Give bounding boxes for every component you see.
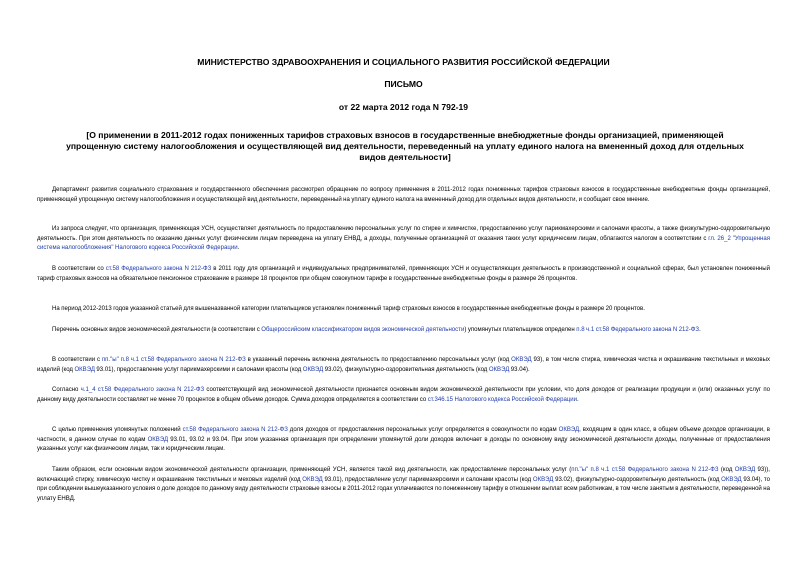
paragraph-request: [37, 225, 770, 254]
link-item-8-article-58[interactable]: п.8 ч.1 ст.58 Федерального закона N 212-ФЗ: [576, 327, 700, 333]
link-okved[interactable]: ОКВЭД: [302, 476, 323, 483]
paragraph-main-activity-rule: [37, 386, 770, 405]
ministry-heading: МИНИСТЕРСТВО ЗДРАВООХРАНЕНИЯ И СОЦИАЛЬНОГО РАЗВИТИЯ РОССИЙСКОЙ ФЕДЕРАЦИИ: [197, 57, 610, 67]
paragraph-text: 93)), включающий стирку, химическую чистку и окрашивание текстильных и меховых изделий (код: [37, 467, 770, 483]
paragraph-activity-list: [37, 326, 770, 336]
link-article-346-15-tax-code[interactable]: ст.346.15 Налогового кодекса Российской Федерации: [427, 396, 578, 403]
link-okved[interactable]: ОКВЭД: [721, 476, 742, 483]
link-okved[interactable]: ОКВЭД: [488, 366, 510, 373]
link-subitem-y-article-58[interactable]: пп."ы" п.8 ч.1 ст.58 Федерального закона N 212-ФЗ: [571, 467, 719, 473]
paragraph-text: В соответствии с: [52, 357, 102, 363]
link-subitem-y-article-58[interactable]: пп."ы" п.8 ч.1 ст.58 Федерального закона N 212-ФЗ: [101, 357, 246, 363]
paragraph-text: В соответствии со: [52, 266, 106, 272]
paragraph-income-share: [37, 426, 770, 455]
paragraph-text: Согласно: [52, 387, 81, 393]
link-okved[interactable]: ОКВЭД: [511, 357, 532, 363]
paragraph-conclusion: [37, 466, 770, 504]
paragraph-text: 93.04), то при соблюдении вышеуказанного условия о доле доходов по данному виду деятельности страховые взносы в 2011-2012 годах уплачиваются по пониженному тарифу в отношении выплат всем работникам, в том числе занятым в деятельности, переведенной на уплату ЕНВД.: [37, 476, 770, 502]
paragraph-text: 93.02), физкультурно-оздоровительная деятельность (код: [323, 366, 489, 373]
link-okved-classifier[interactable]: Общероссийским классификатором видов экономической деятельности: [261, 327, 465, 333]
link-okved[interactable]: ОКВЭД: [532, 476, 554, 483]
paragraph-text: 93.04).: [509, 366, 530, 373]
paragraph-text: .: [237, 245, 240, 252]
paragraph-text: 93), в том числе стирка, химическая чистка и окрашивание текстильных и меховых изделий (код: [37, 357, 770, 373]
link-okved[interactable]: ОКВЭД: [558, 427, 580, 433]
link-part-1-4-article-58[interactable]: ч.1_4 ст.58 Федерального закона N 212-ФЗ: [80, 387, 205, 393]
link-okved[interactable]: ОКВЭД: [734, 467, 756, 473]
document-subject: [О применении в 2011-2012 годах пониженных тарифов страховых взносов в государственные внебюджетные фонды организацией, применяющей упрощенную систему налогообложения и осуществляющей вид деятельности, переведенный на уплату единого налога на вмененный доход для отдельных видов деятельности]: [66, 130, 744, 163]
paragraph-text: в 2011 году для организаций и индивидуальных предпринимателей, применяющих УСН и осуществляющих деятельность в производственной и социальной сферах, был установлен пониженный тариф страховых взносов на обязательное пенсионное страхование в размере 18 процентов при общем совокупном тарифе в государственные внебюджетные фонды в размере 26 процентов.: [37, 266, 770, 282]
paragraph-text: Перечень основных видов экономической деятельности (в соответствии с: [52, 327, 262, 333]
paragraph-text: 93.01, 93.02 и 93.04. При этом указанная организация при определении упомянутой доли доходов включает в доходы по основному виду экономической деятельности доходы, полученные от предоставления указанных услуг как физическим лицам, так и юридическим лицам.: [37, 436, 770, 453]
link-okved[interactable]: ОКВЭД: [147, 436, 169, 443]
paragraph-text: ) упомянутых плательщиков определен: [464, 327, 577, 333]
paragraph-text: соответствующий вид экономической деятельности признается основным видом экономической деятельности при условии, что доля доходов от реализации продукции и (или) оказанных услуг по данному виду деятельности составляет не менее 70 процентов в общем объеме доходов. Сумма доходов определяется в соответствии со: [37, 387, 770, 403]
link-tax-code-chapter-26-2[interactable]: гл. 26_2 "Упрощенная система налогообложения" Налогового кодекса Российской Федерации: [37, 235, 771, 252]
link-okved[interactable]: ОКВЭД: [74, 366, 95, 373]
document-date: от 22 марта 2012 года N 792-19: [338, 102, 469, 112]
paragraph-text: доля доходов от предоставления персональных услуг определяется в совокупности по кодам: [287, 427, 559, 433]
paragraph-text: 93.01), предоставление услуг парикмахерскими и салонами красоты (код: [94, 366, 303, 373]
paragraph-tariff-2011: [37, 265, 770, 284]
paragraph-text: На период 2012-2013 годов указанной статьей для вышеназванной категории плательщиков установлен пониженный тариф страховых взносов в государственные внебюджетные фонды в размере 20 процентов.: [52, 306, 645, 312]
paragraph-text: (код: [718, 467, 735, 473]
link-article-58-law-212[interactable]: ст.58 Федерального закона N 212-ФЗ: [182, 427, 288, 433]
paragraph-text: в указанный перечень включена деятельность по предоставлению персональных услуг (код: [245, 357, 512, 363]
paragraph-text: Из запроса следует, что организация, применяющая УСН, осуществляет деятельность по предоставлению персональных услуг по стирке и химчистке, предоставлению услуг парикмахерскими и салонами красоты, а также физкультурно-оздоровительную деятельность. При этом деятельность по оказанию данных услуг физическим лицам переведена на уплату ЕНВД, а доходы, полученные организацией от оказания таких услуг юридическим лицам, облагаются налогом в соответствии с: [37, 226, 770, 242]
paragraph-text: .: [699, 327, 701, 333]
paragraph-text: 93.02), физкультурно-оздоровительную деятельность (код: [553, 476, 722, 483]
paragraph-text: Департамент развития социального страхования и государственного обеспечения рассмотрел обращение по вопросу применения в 2011-2012 годах пониженных тарифов страховых взносов в государственные внебюджетные фонды организацией, применяющей упрощенную систему налогообложения и осуществляющей вид деятельности, переведенный на уплату единого налога на вмененный доход для отдельных видов деятельности, и сообщает свое мнение.: [37, 187, 770, 203]
paragraph-text: 93.01), предоставление услуг парикмахерскими и салонами красоты (код: [322, 476, 533, 483]
paragraph-text: .: [577, 396, 579, 403]
paragraph-text: С целью применения упомянутых положений: [52, 427, 183, 433]
paragraph-text: Таким образом, если основным видом экономической деятельности организации, применяющей УСН, является такой вид деятельности, как предоставление персональных услуг (: [52, 467, 572, 473]
paragraph-text: , входящим в один класс, в общем объеме доходов организации, в частности, в данном случае по кодам: [37, 427, 771, 443]
paragraph-intro: [37, 186, 770, 205]
paragraph-personal-services: [37, 356, 770, 375]
document-type: ПИСЬМО: [384, 79, 423, 89]
link-article-58-law-212[interactable]: ст.58 Федерального закона N 212-ФЗ: [105, 266, 212, 272]
paragraph-tariff-2012: [37, 305, 770, 315]
link-okved[interactable]: ОКВЭД: [302, 366, 324, 373]
